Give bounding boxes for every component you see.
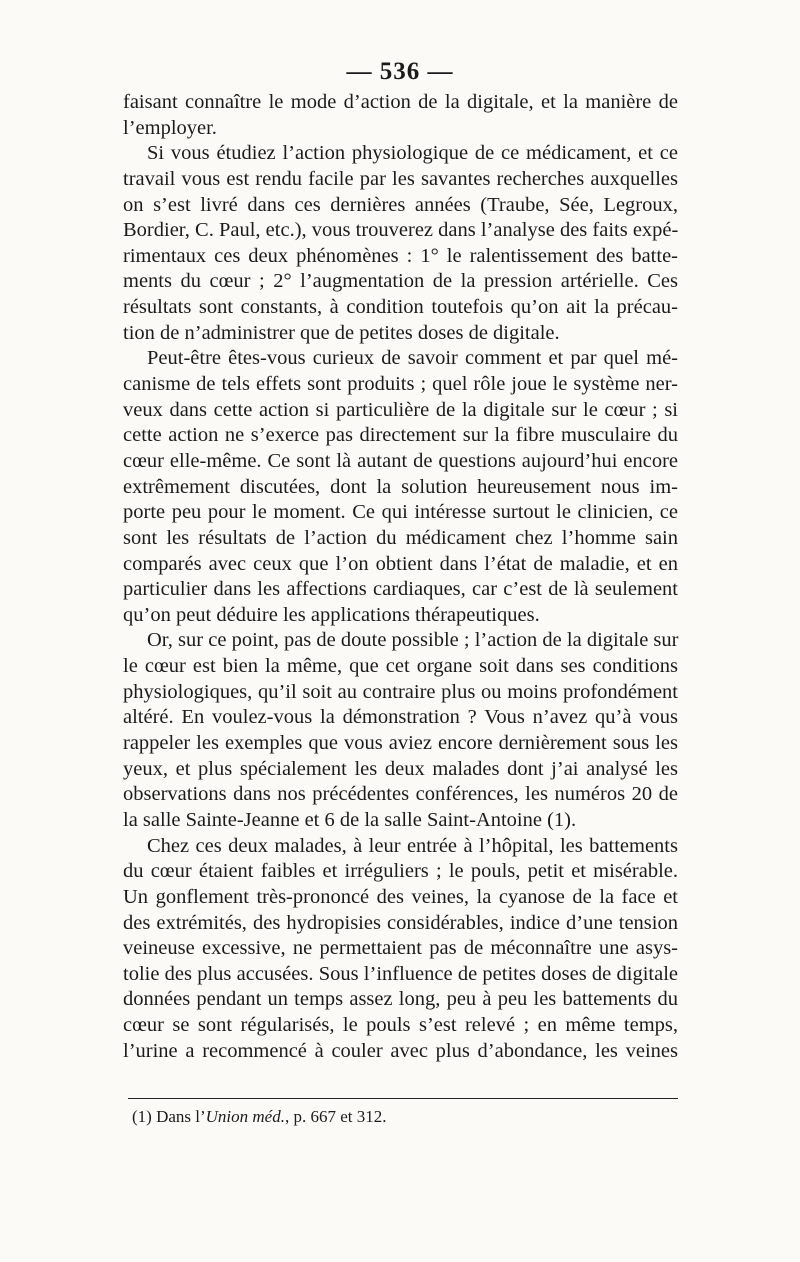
- text-line: tolie des plus accusées. Sous l’influence de petites doses de digitale: [123, 962, 678, 985]
- footnote-text-before: (1) Dans l’: [132, 1107, 206, 1126]
- text-line: Or, sur ce point, pas de doute possible ; l’action de la digitale sur: [147, 629, 679, 652]
- text-line: des extrémités, des hydropisies considérables, indice d’une tension: [123, 911, 678, 934]
- text-line: la salle Sainte-Jeanne et 6 de la salle Saint-Antoine (1).: [123, 808, 577, 831]
- text-line: données pendant un temps assez long, peu à peu les battements du: [123, 988, 678, 1011]
- text-line: l’urine a recommencé à couler avec plus d’abondance, les veines: [123, 1039, 678, 1062]
- text-line: rimentaux ces deux phénomènes : 1° le ralentissement des batte-: [123, 244, 678, 267]
- text-line: comparés avec ceux que l’on obtient dans l’état de maladie, et en: [123, 552, 678, 575]
- text-line: Peut-être êtes-vous curieux de savoir comment et par quel mé-: [147, 347, 678, 370]
- text-line: ments du cœur ; 2° l’augmentation de la pression artérielle. Ces: [123, 270, 678, 293]
- text-line: le cœur est bien la même, que cet organe soit dans ses conditions: [123, 655, 678, 678]
- body-text: [123, 90, 678, 1064]
- text-line: cœur elle-même. Ce sont là autant de questions aujourd’hui encore: [123, 449, 678, 472]
- text-line: Chez ces deux malades, à leur entrée à l’hôpital, les battements: [147, 834, 678, 857]
- text-line: altéré. En voulez-vous la démonstration ? Vous n’avez qu’à vous: [123, 706, 678, 729]
- text-line: yeux, et plus spécialement les deux malades dont j’ai analysé les: [123, 757, 678, 780]
- page-number: — 536 —: [346, 58, 454, 85]
- text-line: porte peu pour le moment. Ce qui intéresse surtout le clinicien, ce: [123, 501, 678, 524]
- text-line: veux dans cette action si particulière de la digitale sur le cœur ; si: [123, 398, 678, 421]
- text-line: on s’est livré dans ces dernières années (Traube, Sée, Legroux,: [123, 193, 678, 216]
- footnote-rule: [128, 1098, 678, 1099]
- text-line: particulier dans les affections cardiaques, car c’est de là seulement: [123, 578, 678, 601]
- text-line: rappeler les exemples que vous aviez encore dernièrement sous les: [123, 732, 678, 755]
- text-line: faisant connaître le mode d’action de la digitale, et la manière de: [123, 91, 678, 113]
- text-line: observations dans nos précédentes conférences, les numéros 20 de: [123, 783, 678, 806]
- text-line: sont les résultats de l’action du médicament chez l’homme sain: [123, 526, 678, 549]
- text-line: cette action ne s’exerce pas directement sur la fibre musculaire du: [123, 424, 678, 447]
- text-line: l’employer.: [123, 116, 217, 139]
- text-line: cœur se sont régularisés, le pouls s’est relevé ; en même temps,: [123, 1014, 678, 1037]
- text-line: du cœur étaient faibles et irréguliers ; le pouls, petit et misérable.: [123, 860, 678, 883]
- text-line: Un gonflement très-prononcé des veines, la cyanose de la face et: [123, 885, 678, 908]
- text-line: Si vous étudiez l’action physiologique de ce médicament, et ce: [147, 142, 678, 165]
- text-line: Bordier, C. Paul, etc.), vous trouverez dans l’analyse des faits expé-: [123, 219, 679, 242]
- text-line: veineuse excessive, ne permettaient pas de méconnaître une asys-: [123, 937, 678, 960]
- text-line: résultats sont constants, à condition toutefois qu’on ait la précau-: [123, 296, 678, 319]
- footnote-journal-title: Union méd.: [205, 1107, 285, 1126]
- text-line: travail vous est rendu facile par les savantes recherches auxquelles: [123, 167, 678, 190]
- text-line: tion de n’administrer que de petites doses de digitale.: [123, 321, 560, 344]
- text-line: qu’on peut déduire les applications thérapeutiques.: [123, 603, 540, 626]
- footnote-text-after: , p. 667 et 312.: [284, 1107, 387, 1126]
- footnote: [132, 1106, 387, 1128]
- text-line: extrêmement discutées, dont la solution heureusement nous im-: [123, 475, 678, 498]
- text-line: canisme de tels effets sont produits ; quel rôle joue le système ner-: [123, 373, 678, 396]
- text-line: physiologiques, qu’il soit au contraire plus ou moins profondément: [123, 680, 678, 703]
